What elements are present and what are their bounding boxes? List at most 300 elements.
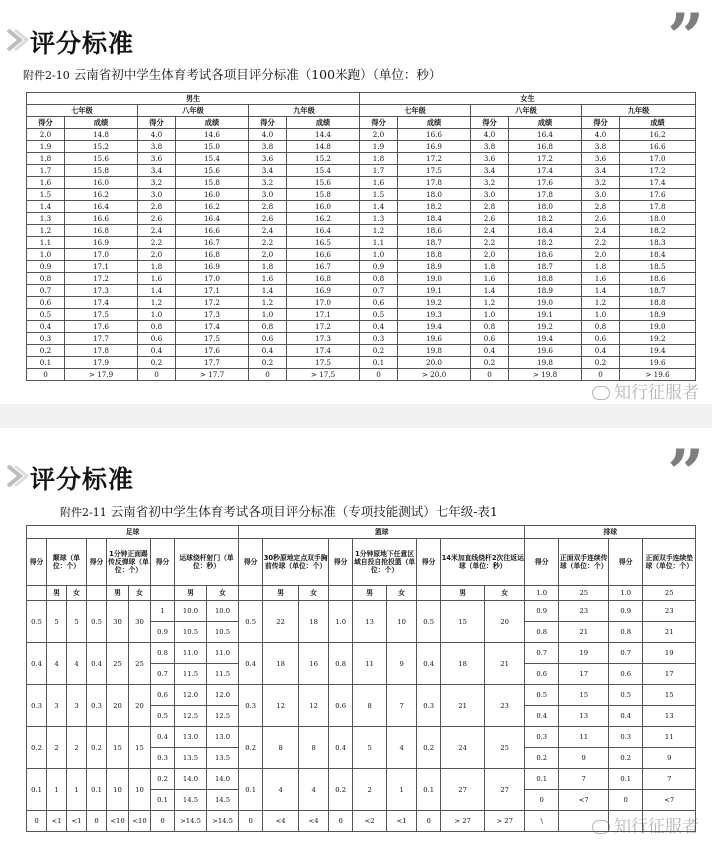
result-cell: 19.4: [509, 333, 582, 345]
sex-header: 女: [299, 586, 329, 601]
basketball-cell: 0: [239, 811, 263, 832]
score-cell: 0.5: [360, 309, 398, 321]
score-cell: 0.7: [360, 285, 398, 297]
basketball-cell: 21: [485, 643, 525, 685]
result-cell: 20.0: [398, 357, 471, 369]
vb-cell: 19: [559, 643, 609, 664]
result-cell: 19.6: [620, 357, 696, 369]
football-cell: 25: [129, 643, 151, 685]
gender-header-row: [27, 93, 696, 105]
result-cell: 16.4: [65, 201, 138, 213]
table-caption: [60, 502, 498, 520]
gender-female-header: 女生: [360, 93, 696, 105]
result-cell: 17.4: [620, 177, 696, 189]
football-cell: 20: [129, 685, 151, 727]
dribble-cell: 12.5: [207, 706, 239, 727]
result-cell: 18.8: [398, 249, 471, 261]
table-row: [27, 769, 696, 790]
dribble-cell: 11.0: [175, 643, 207, 664]
score-cell: 1.0: [360, 249, 398, 261]
result-cell: 17.6: [65, 321, 138, 333]
football-cell: <10: [129, 811, 151, 832]
score-cell: 2.0: [582, 249, 620, 261]
score-cell: 3.4: [471, 165, 509, 177]
table-row: [27, 213, 696, 225]
basketball-cell: 20: [485, 601, 525, 643]
quote-mark-icon: ”: [667, 436, 704, 511]
result-cell: 15.4: [287, 165, 360, 177]
vb-cell: <7: [643, 790, 696, 811]
basketball-cell: 0.2: [239, 727, 263, 769]
dribble-cell: 10.5: [175, 622, 207, 643]
score-cell: 0: [138, 369, 176, 381]
sex-header: 女: [207, 586, 239, 601]
dribble-cell: 10.0: [207, 601, 239, 622]
score-cell: 3.4: [138, 165, 176, 177]
vb-cell: 0.5: [525, 685, 559, 706]
score-cell: 0.8: [360, 273, 398, 285]
score-cell: 1.9: [27, 141, 65, 153]
score-cell: 1.0: [27, 249, 65, 261]
score-cell: 1.7: [27, 165, 65, 177]
dribble-cell: 0.7: [151, 664, 175, 685]
vb-cell: 25: [559, 586, 609, 601]
vb-cell: 0.1: [609, 769, 643, 790]
score-cell: 3.0: [471, 189, 509, 201]
football-cell: 2: [67, 727, 87, 769]
score-cell: 2.4: [249, 225, 287, 237]
basketball-cell: 18: [263, 643, 299, 685]
score-cell: 1.5: [27, 189, 65, 201]
result-cell: 15.0: [176, 141, 249, 153]
dribble-cell: 14.5: [207, 790, 239, 811]
score-cell: 0.8: [582, 321, 620, 333]
result-cell: 16.2: [176, 201, 249, 213]
result-cell: 19.8: [398, 345, 471, 357]
table-row: [27, 129, 696, 141]
score-col-header: 得分: [525, 539, 559, 586]
dribble-cell: 12.0: [175, 685, 207, 706]
score-col-header: 得分: [329, 539, 353, 586]
basketball-cell: 0: [417, 811, 441, 832]
result-cell: 19.0: [398, 273, 471, 285]
score-cell: 1.2: [582, 297, 620, 309]
result-cell: 17.5: [398, 165, 471, 177]
score-cell: 1.6: [360, 177, 398, 189]
score-cell: 1.8: [27, 153, 65, 165]
result-cell: 19.1: [398, 285, 471, 297]
vb-cell: 1.0: [525, 586, 559, 601]
result-cell: 17.7: [176, 357, 249, 369]
score-col-header: 得分: [27, 117, 65, 129]
vb-cell: 9: [559, 748, 609, 769]
score-col-header: 得分: [360, 117, 398, 129]
football-cell: 1: [67, 769, 87, 811]
score-cell: 2.0: [249, 249, 287, 261]
grade-header: 八年级: [138, 105, 249, 117]
score-cell: 3.0: [138, 189, 176, 201]
basketball-cell: 5: [353, 727, 387, 769]
watermark: 知行征服者: [592, 378, 699, 403]
score-cell: 2.4: [471, 225, 509, 237]
vb-cell: <7: [559, 790, 609, 811]
table-row: [27, 165, 696, 177]
score-cell: 3.6: [582, 153, 620, 165]
basketball-cell: 0.1: [239, 769, 263, 811]
score-cell: 3.8: [471, 141, 509, 153]
layup-header: 1分钟原地下任意区域自投自抢投篮（单位：个）: [353, 539, 417, 586]
table-row: [27, 177, 696, 189]
basketball-cell: 24: [441, 727, 485, 769]
score-cell: 0.3: [27, 333, 65, 345]
score-cell: 2.0: [138, 249, 176, 261]
basketball-cell: 8: [263, 727, 299, 769]
score-cell: 1.2: [138, 297, 176, 309]
caption-text: 云南省初中学生体育考试各项目评分标准（100米跑）（单位：秒）: [73, 67, 442, 82]
result-cell: 16.6: [620, 141, 696, 153]
table-row: [27, 249, 696, 261]
football-cell: 10: [129, 769, 151, 811]
score-cell: 0.2: [471, 357, 509, 369]
score-cell: 1.6: [471, 273, 509, 285]
score-cell: 2.6: [138, 213, 176, 225]
result-cell: 17.8: [398, 177, 471, 189]
result-cell: 17.0: [287, 297, 360, 309]
score-cell: 3.2: [471, 177, 509, 189]
score-cell: 2.6: [582, 213, 620, 225]
grade-header: 七年级: [27, 105, 138, 117]
score-cell: 1.8: [582, 261, 620, 273]
basketball-cell: 0.2: [329, 769, 353, 811]
result-cell: 17.8: [620, 201, 696, 213]
basketball-cell: 9: [387, 643, 417, 685]
score-cell: 1.6: [138, 273, 176, 285]
section-heading: 评分标准: [30, 29, 135, 58]
basketball-cell: 0.4: [239, 643, 263, 685]
result-cell: 19.3: [398, 309, 471, 321]
quote-mark-icon: ”: [667, 0, 704, 75]
score-cell: 0.1: [27, 357, 65, 369]
sport-header-row: [27, 526, 696, 539]
dribble-cell: 13.0: [207, 727, 239, 748]
score-cell: 1.0: [582, 309, 620, 321]
grade-header: 七年级: [360, 105, 471, 117]
result-cell: 15.2: [65, 141, 138, 153]
caption-text: 云南省初中学生体育考试各项目评分标准（专项技能测试）七年级-表1: [110, 504, 498, 519]
sport-volleyball-header: 排球: [525, 526, 696, 539]
football-cell: <1: [47, 811, 67, 832]
vb-cell: 0.2: [525, 748, 559, 769]
result-cell: 19.2: [398, 297, 471, 309]
result-cell: 16.6: [176, 225, 249, 237]
vb-cell: 0.9: [525, 601, 559, 622]
column-header-row: [27, 117, 696, 129]
result-cell: 17.6: [176, 345, 249, 357]
score-col-header: 得分: [582, 117, 620, 129]
result-cell: 16.8: [176, 249, 249, 261]
dribble-cell: 0.2: [151, 769, 175, 790]
result-cell: 17.6: [509, 177, 582, 189]
result-cell: 18.4: [620, 249, 696, 261]
vb-cell: 17: [559, 664, 609, 685]
score-cell: 0.1: [360, 357, 398, 369]
result-cell: 16.8: [65, 225, 138, 237]
vb-cell: 0.4: [609, 706, 643, 727]
result-cell: 19.6: [398, 333, 471, 345]
football-cell: 0.4: [87, 643, 107, 685]
basketball-cell: 27: [485, 769, 525, 811]
result-cell: 17.2: [176, 297, 249, 309]
result-cell: 16.6: [65, 213, 138, 225]
score-cell: 2.8: [471, 201, 509, 213]
result-col-header: 成绩: [65, 117, 138, 129]
table-row: [27, 321, 696, 333]
result-cell: 16.5: [287, 237, 360, 249]
result-cell: 16.0: [65, 177, 138, 189]
result-cell: 17.0: [65, 249, 138, 261]
vb-cell: 0: [525, 790, 559, 811]
score-cell: 1.1: [27, 237, 65, 249]
score-cell: 0.4: [582, 345, 620, 357]
score-col-header: 得分: [239, 539, 263, 586]
result-cell: 16.7: [287, 261, 360, 273]
score-cell: 1.4: [360, 201, 398, 213]
dribble-cell: >14.5: [207, 811, 239, 832]
grade-header: 八年级: [471, 105, 582, 117]
score-col-header: 得分: [138, 117, 176, 129]
score-cell: 1.3: [360, 213, 398, 225]
dribble-cell: 0.5: [151, 706, 175, 727]
football-cell: 1: [47, 769, 67, 811]
vb-cell: 0.4: [525, 706, 559, 727]
result-cell: 17.4: [65, 297, 138, 309]
score-cell: 2.8: [138, 201, 176, 213]
score-cell: 2.6: [471, 213, 509, 225]
result-cell: 18.9: [398, 261, 471, 273]
score-cell: 4.0: [138, 129, 176, 141]
dribble-cell: 13.5: [175, 748, 207, 769]
vb-cell: 0.5: [609, 685, 643, 706]
dribble-cell: 11.5: [207, 664, 239, 685]
vb-cell: 0.8: [525, 622, 559, 643]
result-cell: 18.3: [620, 237, 696, 249]
football-cell: 15: [129, 727, 151, 769]
score-col-header: 得分: [87, 539, 107, 586]
table-row: [27, 201, 696, 213]
score-cell: 0.3: [360, 333, 398, 345]
basketball-cell: <2: [353, 811, 387, 832]
basketball-cell: 7: [387, 685, 417, 727]
score-cell: 2.2: [138, 237, 176, 249]
football-cell: 30: [129, 601, 151, 643]
score-cell: 1.7: [360, 165, 398, 177]
empty-cell: [417, 586, 441, 601]
score-cell: 0.5: [27, 309, 65, 321]
score-cell: 1.0: [138, 309, 176, 321]
watermark: 知行征服者: [592, 812, 699, 837]
vb-cell: 0.1: [525, 769, 559, 790]
dribble-cell: 13.0: [175, 727, 207, 748]
sex-header: 男: [107, 586, 129, 601]
basketball-cell: 8: [299, 727, 329, 769]
section-heading: 评分标准: [30, 465, 135, 494]
score-cell: 1.9: [360, 141, 398, 153]
vb-cell: \: [525, 811, 559, 832]
score-cell: 1.3: [27, 213, 65, 225]
score-cell: 0.2: [249, 357, 287, 369]
result-cell: 19.1: [509, 309, 582, 321]
score-cell: 2.4: [582, 225, 620, 237]
score-cell: 4.0: [249, 129, 287, 141]
result-cell: 18.8: [620, 297, 696, 309]
basketball-cell: 27: [441, 769, 485, 811]
result-cell: 17.2: [620, 165, 696, 177]
score-cell: 0.6: [27, 297, 65, 309]
score-cell: 0.6: [249, 333, 287, 345]
basketball-cell: <4: [263, 811, 299, 832]
score-cell: 3.8: [249, 141, 287, 153]
basketball-cell: 15: [441, 601, 485, 643]
result-cell: 18.6: [398, 225, 471, 237]
score-col-header: 得分: [151, 539, 175, 586]
table-row: [27, 309, 696, 321]
result-cell: 16.9: [287, 285, 360, 297]
result-cell: 15.6: [65, 153, 138, 165]
score-cell: 2.0: [27, 129, 65, 141]
score-cell: 2.0: [471, 249, 509, 261]
table-row: [27, 357, 696, 369]
vb-cell: 15: [559, 685, 609, 706]
table-row: [27, 333, 696, 345]
dribble14-header: 14米加直线绕杆2次往返运球（单位：秒）: [441, 539, 525, 586]
score-cell: 3.4: [582, 165, 620, 177]
score-cell: 0.4: [27, 321, 65, 333]
sex-header: 女: [67, 586, 87, 601]
result-cell: 17.0: [620, 153, 696, 165]
empty-cell: [329, 586, 353, 601]
basketball-cell: 8: [353, 685, 387, 727]
football-cell: 5: [67, 601, 87, 643]
result-cell: 18.0: [509, 201, 582, 213]
sex-header: 男: [175, 586, 207, 601]
basketball-cell: 12: [299, 685, 329, 727]
vb-dig-header: 正面双手连续垫球（单位：个）: [643, 539, 696, 586]
dribble-cell: 11.0: [207, 643, 239, 664]
score-cell: 0.2: [360, 345, 398, 357]
score-cell: 0.9: [360, 261, 398, 273]
basketball-cell: 0.3: [239, 685, 263, 727]
result-cell: > 19.6: [620, 369, 696, 381]
basketball-cell: 1.0: [329, 601, 353, 643]
score-cell: 0.7: [27, 285, 65, 297]
table-row: [27, 141, 696, 153]
score-cell: 0.4: [138, 345, 176, 357]
football-cell: 10: [107, 769, 129, 811]
result-col-header: 成绩: [620, 117, 696, 129]
score-cell: 0: [249, 369, 287, 381]
result-cell: 18.0: [398, 189, 471, 201]
football-cell: <1: [67, 811, 87, 832]
football-cell: <10: [107, 811, 129, 832]
result-cell: 18.2: [620, 225, 696, 237]
score-cell: 3.6: [471, 153, 509, 165]
basketball-cell: 10: [387, 601, 417, 643]
result-cell: 17.9: [65, 357, 138, 369]
vb-cell: 17: [643, 664, 696, 685]
vb-cell: 23: [559, 601, 609, 622]
result-cell: 17.2: [509, 153, 582, 165]
panel-separator: [0, 404, 712, 428]
score-cell: 4.0: [582, 129, 620, 141]
score-cell: 3.2: [582, 177, 620, 189]
score-cell: 4.0: [471, 129, 509, 141]
result-cell: 19.2: [620, 333, 696, 345]
table-row: [27, 601, 696, 622]
result-cell: > 19.8: [509, 369, 582, 381]
result-cell: 19.0: [509, 297, 582, 309]
football-cell: 30: [107, 601, 129, 643]
sport-basketball-header: 篮球: [239, 526, 525, 539]
football-cell: 25: [107, 643, 129, 685]
sex-header: 男: [441, 586, 485, 601]
score-cell: 3.4: [249, 165, 287, 177]
basketball-cell: 0.1: [417, 769, 441, 811]
table-row: [27, 273, 696, 285]
score-table-skills: [26, 525, 696, 832]
table-row: [27, 643, 696, 664]
sex-header: 男: [263, 586, 299, 601]
result-cell: 18.0: [620, 213, 696, 225]
table-row: [27, 285, 696, 297]
result-cell: > 17.7: [176, 369, 249, 381]
dribble-cell: 14.5: [175, 790, 207, 811]
juggle-header: 颠球（单位：个）: [47, 539, 87, 586]
result-cell: 18.5: [620, 261, 696, 273]
basketball-cell: 0.5: [239, 601, 263, 643]
result-col-header: 成绩: [509, 117, 582, 129]
chevron-right-icon: [6, 464, 28, 488]
result-cell: 17.3: [176, 309, 249, 321]
score-cell: 1.4: [27, 201, 65, 213]
score-cell: 0.6: [471, 333, 509, 345]
result-cell: 16.0: [176, 189, 249, 201]
dribble-cell: 12.5: [175, 706, 207, 727]
score-cell: 3.8: [138, 141, 176, 153]
score-cell: 1.4: [582, 285, 620, 297]
score-cell: 1.8: [471, 261, 509, 273]
result-cell: 18.9: [509, 285, 582, 297]
result-cell: 19.2: [509, 321, 582, 333]
basketball-cell: 18: [299, 601, 329, 643]
panel-100m: [0, 0, 712, 404]
result-cell: 14.8: [287, 141, 360, 153]
score-cell: 2.2: [249, 237, 287, 249]
score-cell: 1.5: [360, 189, 398, 201]
score-cell: 1.6: [27, 177, 65, 189]
basketball-cell: 0.2: [417, 727, 441, 769]
result-cell: 19.4: [398, 321, 471, 333]
result-cell: 16.7: [176, 237, 249, 249]
vb-cell: 0.2: [609, 748, 643, 769]
vb-cell: 0.6: [525, 664, 559, 685]
score-cell: 0.2: [138, 357, 176, 369]
result-col-header: 成绩: [287, 117, 360, 129]
score-cell: 0: [582, 369, 620, 381]
result-cell: 16.6: [398, 129, 471, 141]
result-cell: 17.1: [176, 285, 249, 297]
vb-cell: 13: [559, 706, 609, 727]
sex-header-row: [27, 586, 696, 601]
